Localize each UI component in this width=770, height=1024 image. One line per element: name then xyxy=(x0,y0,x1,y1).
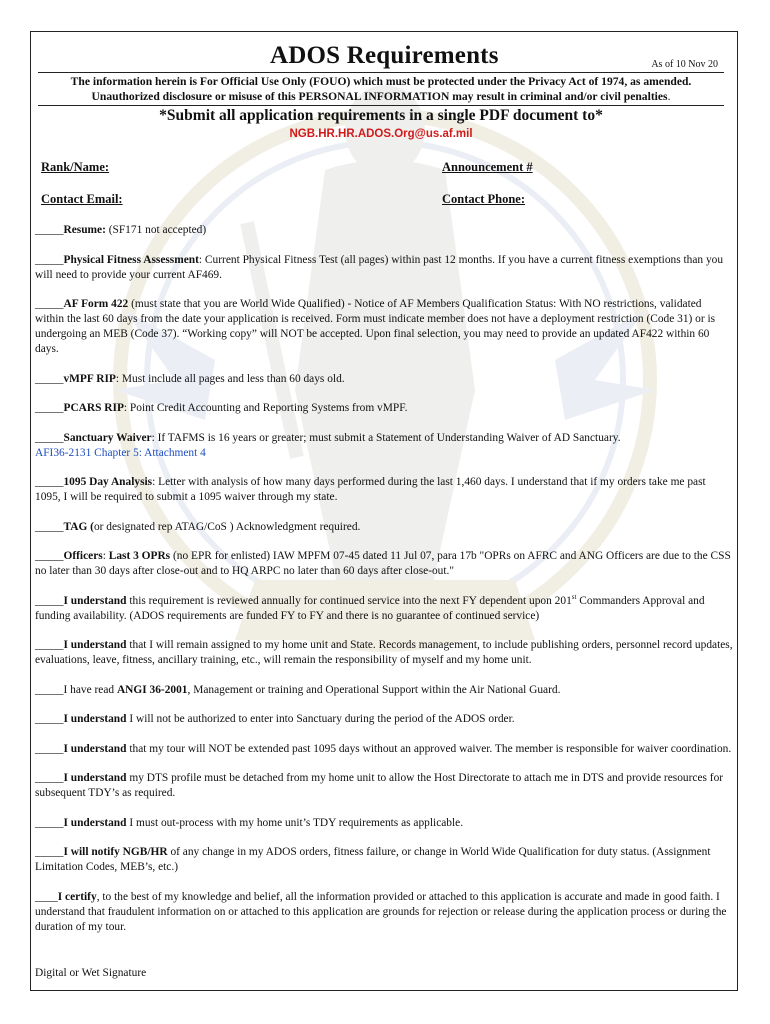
item-text: I must out-process with my home unit’s TDY requirements as applicable. xyxy=(126,816,464,829)
checklist-item-tour-extension xyxy=(35,742,733,757)
item-text: : Letter with analysis of how many days performed during the last 1,460 days. I understand that if my orders take me past 1095, I will be required to submit a 1095 waiver through my state. xyxy=(35,476,706,503)
item-text: that my tour will NOT be extended past 1095 days without an approved waiver. The member is responsible for waiver coordination. xyxy=(126,742,732,755)
item-bold: I understand xyxy=(63,594,127,607)
contact-phone-label: Contact Phone: xyxy=(442,192,525,206)
item-text-2: , Management or training and Operational Support within the Air National Guard. xyxy=(187,683,561,696)
item-bold: I understand xyxy=(63,772,127,784)
item-bold: 1095 Day Analysis xyxy=(63,476,153,488)
check-blank[interactable]: _____ xyxy=(35,253,64,266)
item-bold: Officers xyxy=(63,550,103,562)
check-blank[interactable]: _____ xyxy=(35,639,64,651)
check-blank[interactable]: _____ xyxy=(35,431,64,444)
as-of-date: As of 10 Nov 20 xyxy=(651,59,718,70)
checklist-item-certify xyxy=(35,890,733,935)
item-bold-2: ANGI 36-2001 xyxy=(116,683,188,696)
rank-name-label: Rank/Name: xyxy=(41,160,110,174)
item-bold: I certify xyxy=(57,890,97,903)
check-blank[interactable]: _____ xyxy=(35,846,64,858)
item-text: : xyxy=(102,550,109,562)
item-text-2: (no EPR for enlisted) IAW MPFM 07-45 dated 11 Jul 07, para 17b "OPRs on AFRC and ANG Officers are due to the CSS no later than 30 days after close-out and to HQ ARPC no later than 60 days after close-out." xyxy=(35,550,731,577)
submission-email[interactable]: NGB.HR.HR.ADOS.Org@us.af.mil xyxy=(289,128,473,140)
item-text: : Must include all pages and less than 60 days old. xyxy=(115,372,345,385)
divider-bottom xyxy=(38,105,724,106)
item-bold-2: Last 3 OPRs xyxy=(108,550,171,562)
item-text: : Current Physical Fitness Test (all pages) within past 12 months. If you have a current fitness exemptions than you will need to provide your current AF469. xyxy=(35,253,724,281)
signature-label[interactable]: Digital or Wet Signature xyxy=(35,967,147,979)
checklist-item-sanctuary-ados xyxy=(35,712,733,727)
announcement-label: Announcement # xyxy=(442,160,533,174)
item-bold: Physical Fitness Assessment xyxy=(63,253,199,266)
checklist-item-officers xyxy=(35,549,733,579)
afi-link[interactable]: AFI36-2131 Chapter 5: Attachment 4 xyxy=(35,446,206,459)
item-text: (must state that you are World Wide Qualified) - Notice of AF Members Qualification Status: With NO restrictions, validated within the last 60 days from the date your application is received. Form must indicate member does not have a deployment restriction (Code 31) or is undergoing an MEB (Code 37). “Working copy” will NOT be accepted. Upon final selection, you may need to provide an updated AF422 within 60 days. xyxy=(35,298,716,355)
item-text: my DTS profile must be detached from my home unit to allow the Host Directorate to attach me in DTS and provide resources for subsequent TDY’s as required. xyxy=(35,772,724,799)
item-text-2: Commanders Approval and funding availability. (ADOS requirements are funded FY to FY and there is no guarantee of continued service) xyxy=(35,594,705,622)
check-blank[interactable]: ____ xyxy=(35,890,58,903)
submit-instruction: *Submit all application requirements in a single PDF document to* xyxy=(159,107,603,124)
fouo-notice xyxy=(38,75,724,104)
check-blank[interactable]: _____ xyxy=(35,520,64,533)
item-bold: PCARS RIP xyxy=(63,402,124,414)
item-bold: vMPF RIP xyxy=(63,372,116,385)
check-blank[interactable]: _____ xyxy=(35,550,64,562)
check-blank[interactable]: _____ xyxy=(35,816,64,829)
fouo-line-2-text: Unauthorized disclosure or misuse of this PERSONAL INFORMATION may result in criminal and/or civil penalties xyxy=(91,89,668,103)
checklist-item-fitness xyxy=(35,253,733,283)
item-bold: I understand xyxy=(63,816,127,829)
checklist-item-home-unit xyxy=(35,638,733,668)
item-text: : If TAFMS is 16 years or greater; must submit a Statement of Understanding Waiver of AD Sanctuary. xyxy=(151,431,621,444)
check-blank[interactable]: _____ xyxy=(35,683,64,696)
requirements-checklist xyxy=(35,223,733,949)
item-text: : Point Credit Accounting and Reporting Systems from vMPF. xyxy=(123,402,408,414)
check-blank[interactable]: _____ xyxy=(35,224,64,236)
check-blank[interactable]: _____ xyxy=(35,402,64,414)
checklist-item-pcars xyxy=(35,401,733,416)
page-title: ADOS Requirements xyxy=(270,42,499,69)
check-blank[interactable]: _____ xyxy=(35,772,64,784)
checklist-item-notify xyxy=(35,845,733,875)
fouo-line-1: The information herein is For Official Use Only (FOUO) which must be protected under the Privacy Act of 1974, as amended. xyxy=(70,75,692,88)
checklist-item-vmpf xyxy=(35,372,733,387)
check-blank[interactable]: _____ xyxy=(35,372,64,385)
check-blank[interactable]: _____ xyxy=(35,742,64,755)
checklist-item-angi xyxy=(35,683,733,698)
item-bold: TAG ( xyxy=(63,520,94,533)
item-bold: I understand xyxy=(63,639,127,651)
check-blank[interactable]: _____ xyxy=(35,476,64,488)
contact-email-label: Contact Email: xyxy=(41,192,123,206)
check-blank[interactable]: _____ xyxy=(35,594,64,607)
checklist-item-resume xyxy=(35,223,733,238)
fouo-line-2 xyxy=(38,90,724,105)
fouo-line-2-tail: . xyxy=(667,89,671,103)
checklist-item-1095 xyxy=(35,475,733,505)
item-bold: Resume: xyxy=(63,224,106,236)
item-bold: AF Form 422 xyxy=(63,298,129,310)
checklist-item-sanctuary xyxy=(35,431,733,461)
item-bold: I understand xyxy=(63,742,127,755)
item-text: this requirement is reviewed annually for continued service into the next FY dependent upon 201 xyxy=(126,594,572,607)
item-text: of any change in my ADOS orders, fitness failure, or change in World Wide Qualification for duty status. (Assignment Limitation Codes, MEB’s, etc.) xyxy=(35,846,711,873)
checklist-item-af422 xyxy=(35,297,733,357)
checklist-item-out-process xyxy=(35,816,733,831)
checklist-item-annual-review xyxy=(35,594,733,624)
item-bold: I understand xyxy=(63,713,127,725)
item-text: or designated rep ATAG/CoS ) Acknowledgment required. xyxy=(93,520,361,533)
check-blank[interactable]: _____ xyxy=(35,298,64,310)
item-text: that I will remain assigned to my home unit and State. Records management, to include publishing orders, personnel record updates, evaluations, leave, fitness, ancillary training, etc., will remain the responsibility of myself and my home unit. xyxy=(35,639,733,666)
check-blank[interactable]: _____ xyxy=(35,713,64,725)
item-text: (SF171 not accepted) xyxy=(105,224,207,236)
item-bold: Sanctuary Waiver xyxy=(63,431,152,444)
item-text: I will not be authorized to enter into Sanctuary during the period of the ADOS order. xyxy=(126,713,515,725)
item-bold: I will notify NGB/HR xyxy=(63,846,168,858)
ordinal-suffix: st xyxy=(571,592,577,601)
divider-top xyxy=(38,72,724,73)
item-text: I have read xyxy=(63,683,117,696)
checklist-item-dts xyxy=(35,771,733,801)
checklist-item-tag xyxy=(35,520,733,535)
item-text: , to the best of my knowledge and belief, all the information provided or attached to this application is accurate and made in good faith. I understand that fraudulent information on or attached to this application are grounds for rejection or release during the application process or during the duration of my tour. xyxy=(35,890,727,933)
